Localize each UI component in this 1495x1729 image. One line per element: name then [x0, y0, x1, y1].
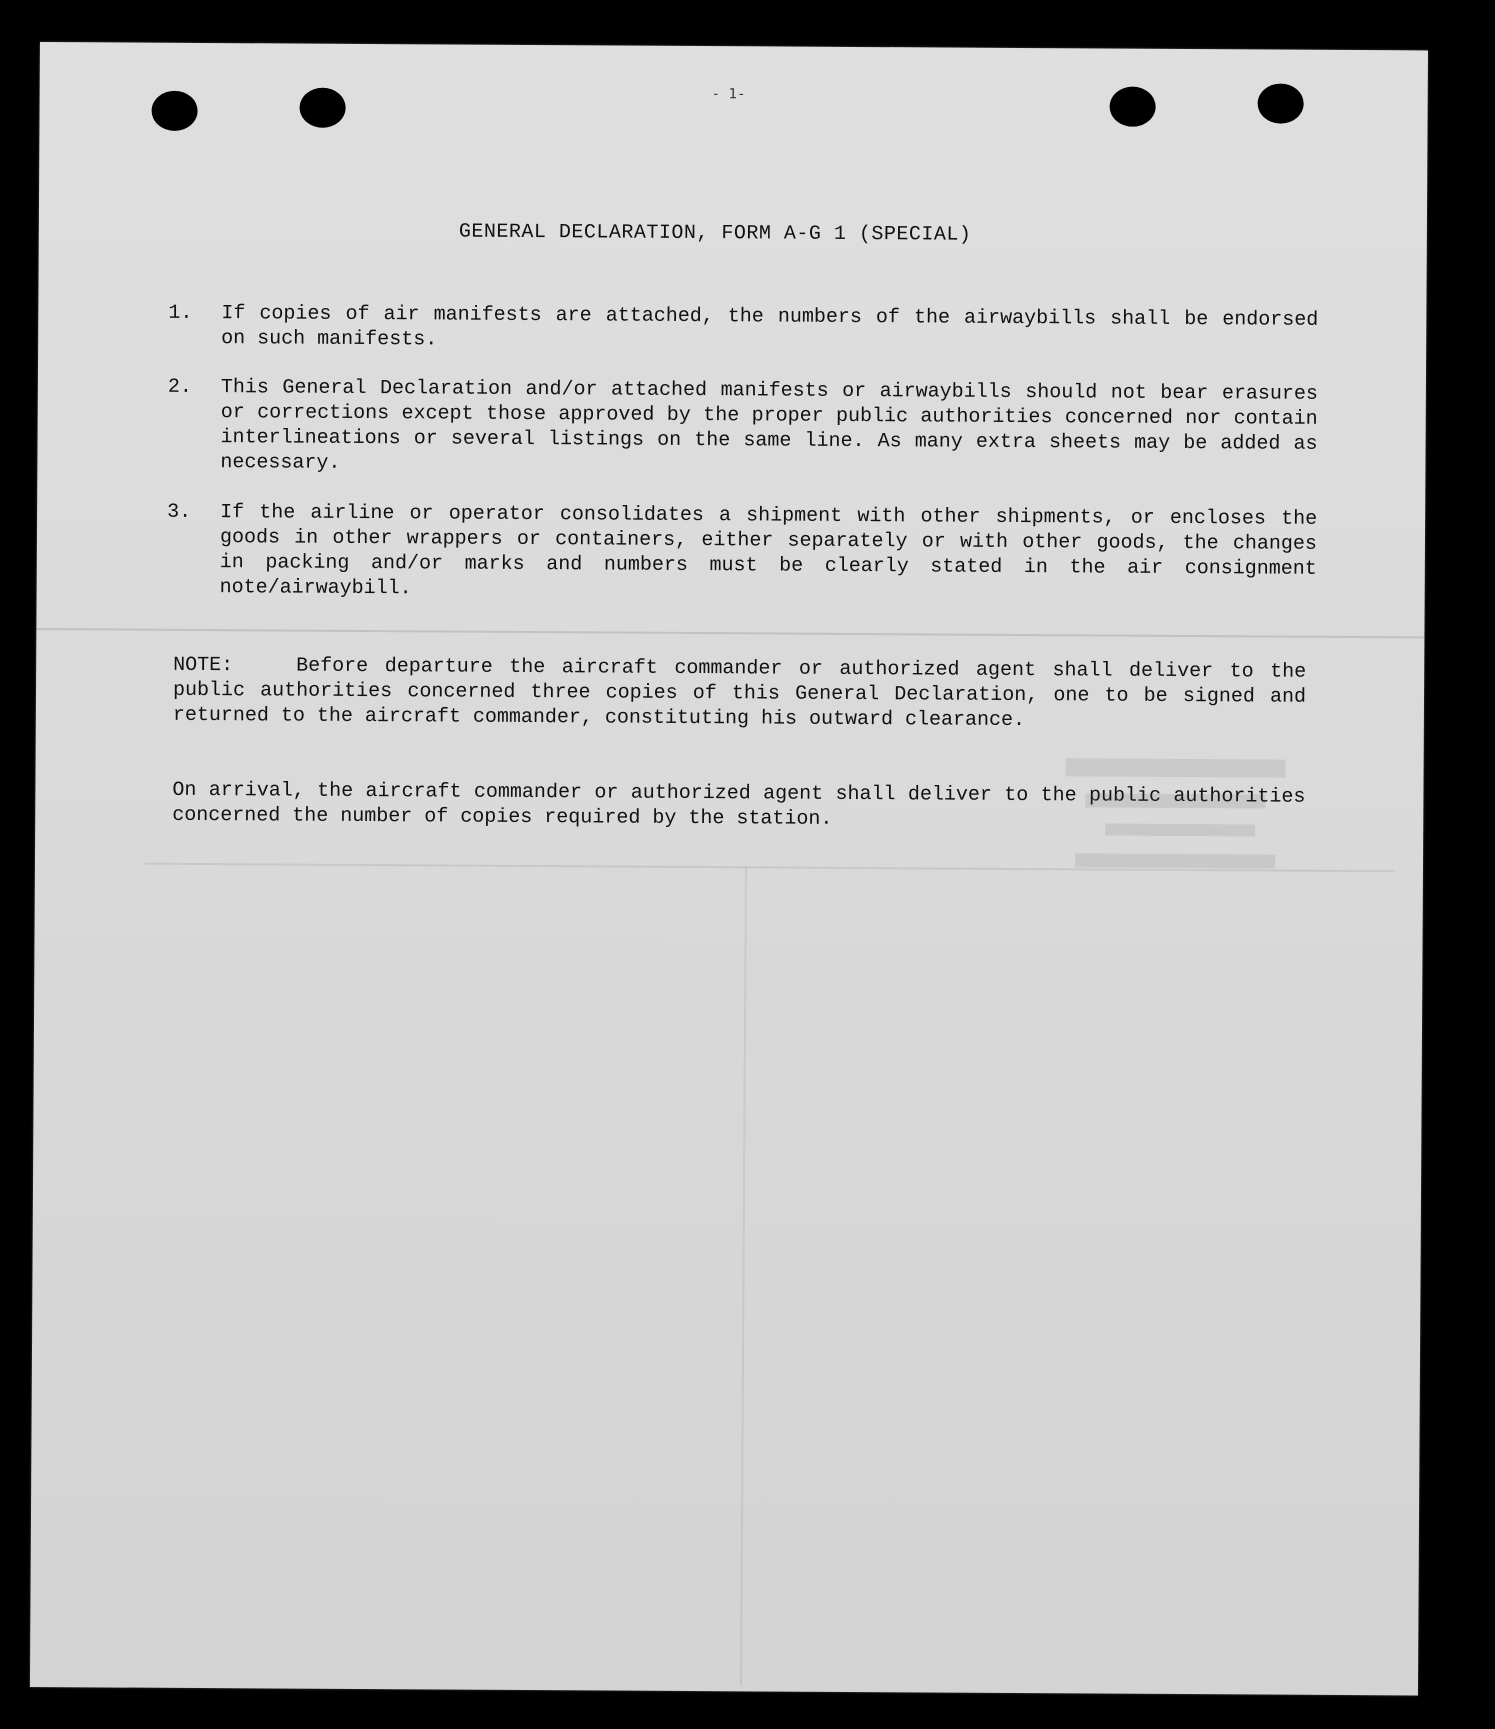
- punch-hole: [1110, 87, 1156, 127]
- item-number: 3.: [167, 500, 192, 524]
- list-item: [167, 375, 1318, 482]
- faint-bleedthrough-stamp: [1055, 748, 1296, 889]
- fold-line: [36, 628, 1424, 638]
- item-text: This General Declaration and/or attached manifests or airwaybills should not bear erasures or corrections except those approved by the proper public authorities concerned nor contain interlineations or several listings on the same line. As many extra sheets may be added as necessary.: [220, 376, 1318, 475]
- paper-sheet: [30, 42, 1428, 1695]
- fold-line: [740, 866, 747, 1686]
- document-title: GENERAL DECLARATION, FORM A-G 1 (SPECIAL): [458, 220, 972, 247]
- note-paragraph: [173, 653, 1306, 735]
- item-text: If copies of air manifests are attached, the numbers of the airwaybills shall be endorsed on such manifests.: [221, 302, 1319, 352]
- list-item: [168, 301, 1318, 358]
- item-number: 1.: [168, 301, 193, 325]
- page-number: - 1-: [711, 86, 746, 103]
- item-text: If the airline or operator consolidates a shipment with other shipments, or encloses the goods in other wrappers or containers, either separately or with other goods, the changes in packing and/or marks and numbers must be clearly stated in the air consignment note/airwaybill.: [219, 501, 1318, 601]
- punch-hole: [151, 91, 197, 131]
- list-item: [167, 500, 1318, 607]
- item-number: 2.: [167, 375, 192, 399]
- arrival-paragraph: On arrival, the aircraft commander or authorized agent shall deliver to the public authorities concerned the number of copies required by the station.: [172, 778, 1306, 831]
- note-label: NOTE:: [173, 653, 234, 678]
- punch-hole: [299, 88, 345, 128]
- note-text: Before departure the aircraft commander or authorized agent shall deliver to the public authorities concerned three copies of this General Declaration, one to be signed and returned to the aircraft commander, constituting his outward clearance.: [172, 654, 1307, 733]
- punch-hole: [1258, 83, 1304, 123]
